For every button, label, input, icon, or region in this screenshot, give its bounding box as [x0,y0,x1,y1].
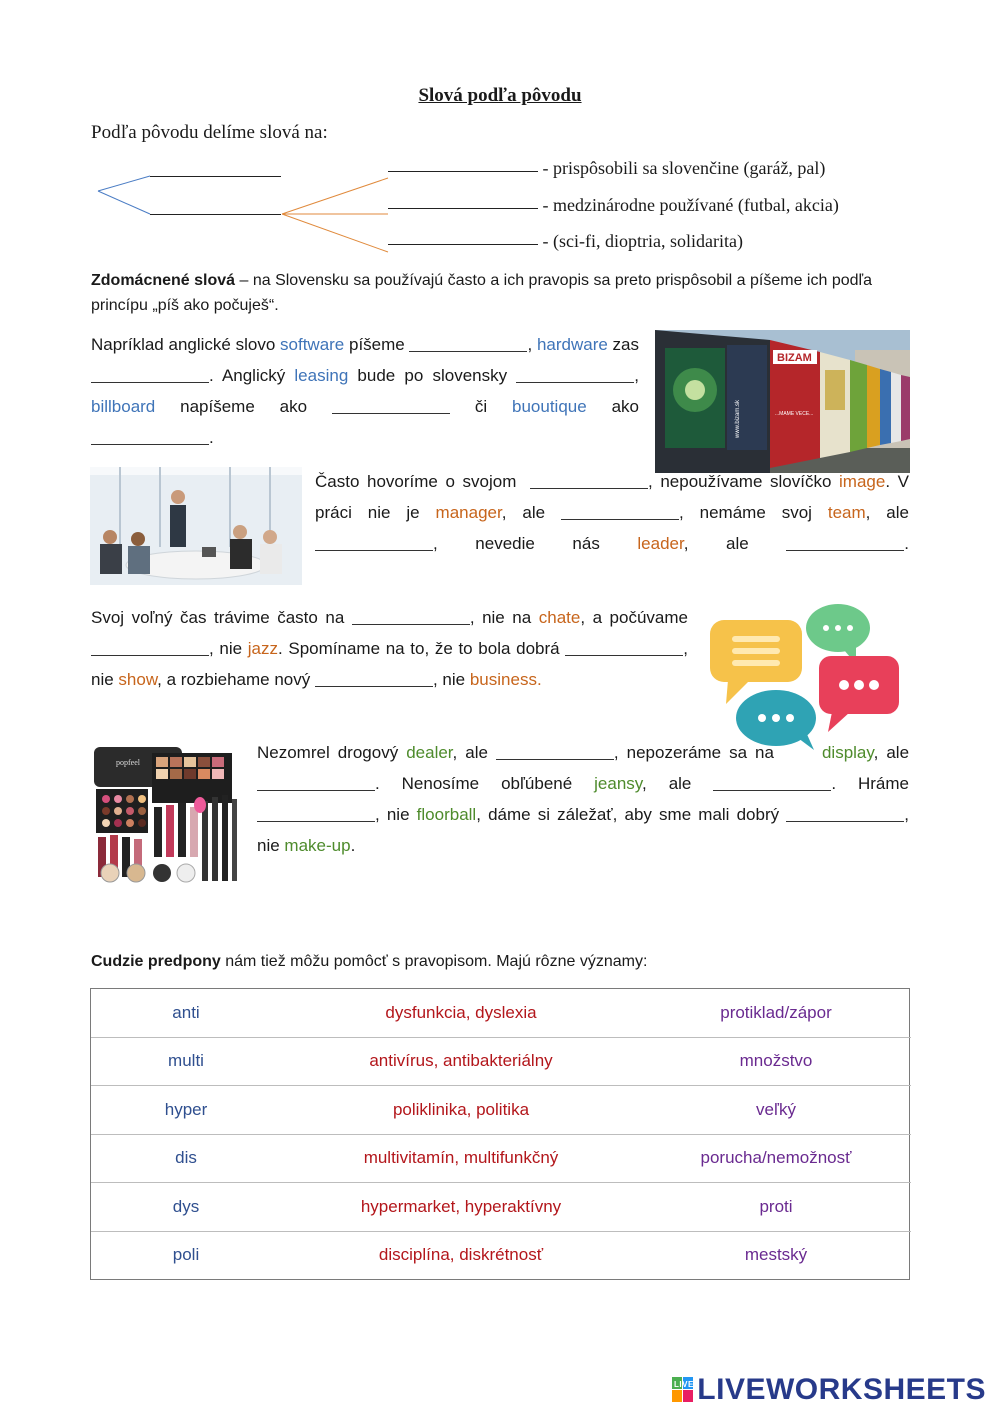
billboard-small: ...MAME VECE... [775,411,814,417]
live-badge-text: LIVE [674,1380,695,1389]
definition-text [91,268,906,318]
category-desc-3: - (sci-fi, dioptria, solidarita) [542,231,743,251]
p2-text: , ale [865,503,909,522]
p1-word-hardware: hardware [536,335,608,354]
example-cell[interactable]: poliklinika, politika [281,1086,641,1135]
makeup-brand: popfeel [116,758,140,767]
prefix-cell[interactable]: dys [91,1183,281,1232]
billboard-web: www.bizam.sk [735,399,741,438]
page-title: Slová podľa pôvodu [418,85,582,106]
p2-blank-3[interactable] [315,532,433,551]
p1-blank-4[interactable] [332,395,450,414]
p2-word-manager: manager [435,503,502,522]
p4-text: , nie [257,805,909,855]
billboard-brand: BIZAM [777,352,812,364]
p2-blank-2[interactable] [561,501,679,520]
p3-blank-1[interactable] [352,606,470,625]
p3-blank-3[interactable] [565,637,683,656]
meaning-cell[interactable]: protiklad/zápor [720,1002,832,1022]
category-blank-1[interactable] [150,176,281,177]
p4-word-floorball: floorball [416,805,477,824]
p4-text: , dáme si záležať, aby sme mali dobrý [476,805,787,824]
logo-text: LIVEWORKSHEETS [697,1373,986,1406]
prefix-cell[interactable]: hyper [91,1086,281,1135]
p2-text: . V práci nie je [315,472,909,522]
meaning-cell[interactable]: množstvo [641,1037,911,1086]
p2-text: , nevedie nás [433,534,638,553]
p4-text: , ale [452,743,496,762]
p3-word-jazz: jazz [247,639,278,658]
p1-text: Napríklad anglické slovo [91,335,281,354]
p4-word-make-up: make-up [284,836,351,855]
p3-text: , nie [209,639,248,658]
table-row [91,1183,911,1232]
definition-body: – na Slovensku sa používajú často a ich pravopis sa preto prispôsobil a píšeme ich podľa princípu „píš ako počuješ“. [91,272,873,314]
p1-text: . Anglický [209,366,295,385]
p1-text: píšeme [344,335,410,354]
p4-blank-4[interactable] [257,803,375,822]
makeup-illustration [92,745,242,885]
subcategory-blank-1[interactable] [388,171,538,172]
exercise-paragraph-4 [257,737,909,861]
p4-text: . Nenosíme obľúbené [375,774,595,793]
p4-blank-5[interactable] [786,803,904,822]
exercise-paragraph-1 [91,329,639,453]
table-row [91,1037,911,1086]
billboards-illustration [655,330,910,473]
p1-text: ako [586,397,639,416]
p1-text: , [634,366,639,385]
p4-word-dealer: dealer [406,743,453,762]
example-cell[interactable]: antivírus, antibakteriálny [281,1037,641,1086]
p3-text: , nie na [469,608,539,627]
p4-text: , ale [642,774,714,793]
p1-text: či [449,397,512,416]
p3-word-chate: chate [538,608,581,627]
table-row [91,1231,911,1279]
tree-line-orange-1 [282,178,388,214]
office-meeting-image [90,467,302,585]
p3-text: Svoj voľný čas trávime často na [91,608,352,627]
p3-text: . Spomíname na to, že to bola dobrá [277,639,566,658]
makeup-image [92,745,242,885]
p1-word-buoutique: buoutique [512,397,587,416]
prefix-table [90,988,910,1280]
example-cell[interactable]: disciplína, diskrétnosť [281,1231,641,1279]
p1-blank-5[interactable] [91,426,209,445]
table-row [91,1086,911,1135]
p3-word-show: show [118,670,158,689]
p1-word-leasing: leasing [294,366,349,385]
p1-text: , [527,335,537,354]
p4-text: Nezomrel drogový [257,743,407,762]
exercise-paragraph-3 [91,602,688,695]
p4-blank-3[interactable] [713,772,831,791]
p3-text: , a počúvame [580,608,688,627]
p3-blank-2[interactable] [91,637,209,656]
p2-blank-4[interactable] [786,532,904,551]
p1-text: napíšeme ako [155,397,332,416]
tree-line-orange-3 [282,214,388,252]
prefix-cell[interactable]: multi [91,1037,281,1086]
p4-text: . Hráme [831,774,909,793]
meaning-cell[interactable]: mestský [641,1231,911,1279]
p2-word-team: team [827,503,866,522]
p1-word-software: software [280,335,345,354]
p4-text: , nepozeráme sa na [613,743,782,762]
category-blank-2[interactable] [150,214,281,215]
prefix-table-grid [91,989,911,1279]
p2-blank-1[interactable] [530,470,648,489]
prefixes-intro-text: nám tiež môžu pomôcť s pravopisom. Majú rôzne významy: [220,953,648,970]
meaning-cell[interactable]: veľký [641,1086,911,1135]
example-cell[interactable]: multivitamín, multifunkčný [281,1134,641,1183]
subcategory-blank-2[interactable] [388,208,538,209]
prefix-cell[interactable]: anti [172,1002,200,1022]
p3-word-business: business. [469,670,542,689]
p1-text: zas [607,335,639,354]
p4-text: , nie [375,805,417,824]
table-row [91,1134,911,1183]
p3-text: , nie [432,670,470,689]
office-meeting-illustration [90,467,302,585]
p4-text: . [350,836,356,855]
p3-blank-4[interactable] [315,668,433,687]
p1-word-billboard: billboard [91,397,156,416]
liveworksheets-logo [672,1373,986,1407]
prefixes-intro-bold: Cudzie predpony [91,953,221,970]
category-desc-2: - medzinárodne používané (futbal, akcia) [542,195,839,215]
category-row-3 [388,231,743,252]
p2-text: , ale [501,503,561,522]
table-row [91,989,911,1037]
p1-text: bude po slovensky [348,366,517,385]
example-cell[interactable]: dysfunkcia, dyslexia [385,1002,537,1022]
p2-text: Často hovoríme o svojom [315,472,524,491]
prefix-cell[interactable]: dis [91,1134,281,1183]
p2-text: , ale [683,534,787,553]
live-badge-icon [672,1377,694,1403]
prefix-cell[interactable]: poli [91,1231,281,1279]
definition-term: Zdomácnené slová [91,272,236,289]
p2-text: , nepoužívame slovíčko [648,472,840,491]
category-row-1 [388,158,825,179]
meaning-cell[interactable]: porucha/nemožnosť [641,1134,911,1183]
p1-blank-3[interactable] [516,364,634,383]
exercise-paragraph-2 [315,466,909,559]
p4-word-display: display [821,743,874,762]
p4-blank-1[interactable] [496,741,614,760]
p2-text: , nemáme svoj [678,503,828,522]
p1-blank-2[interactable] [91,364,209,383]
p2-word-leader: leader [637,534,684,553]
p4-blank-2[interactable] [257,772,375,791]
tree-line-blue-2 [98,191,150,214]
subcategory-blank-3[interactable] [388,244,538,245]
tree-line-blue-1 [98,176,150,191]
p3-text: , nie [91,639,688,689]
p2-word-image: image [839,472,886,491]
p4-text: , ale [873,743,910,762]
billboards-image [655,330,910,473]
chat-bubbles-icon [706,600,906,750]
example-cell[interactable]: hypermarket, hyperaktívny [281,1183,641,1232]
meaning-cell[interactable]: proti [641,1183,911,1232]
p2-text: . [904,534,909,553]
category-desc-1: - prispôsobili sa slovenčine (garáž, pal) [542,158,826,178]
p4-word-jeansy: jeansy [594,774,643,793]
category-tree-lines [0,0,1000,270]
category-row-2 [388,195,839,216]
p1-text: . [209,428,214,447]
p1-blank-1[interactable] [409,333,527,352]
intro-text: Podľa pôvodu delíme slová na: [91,122,328,143]
p3-text: , a rozbiehame nový [157,670,315,689]
prefixes-intro [91,953,647,971]
